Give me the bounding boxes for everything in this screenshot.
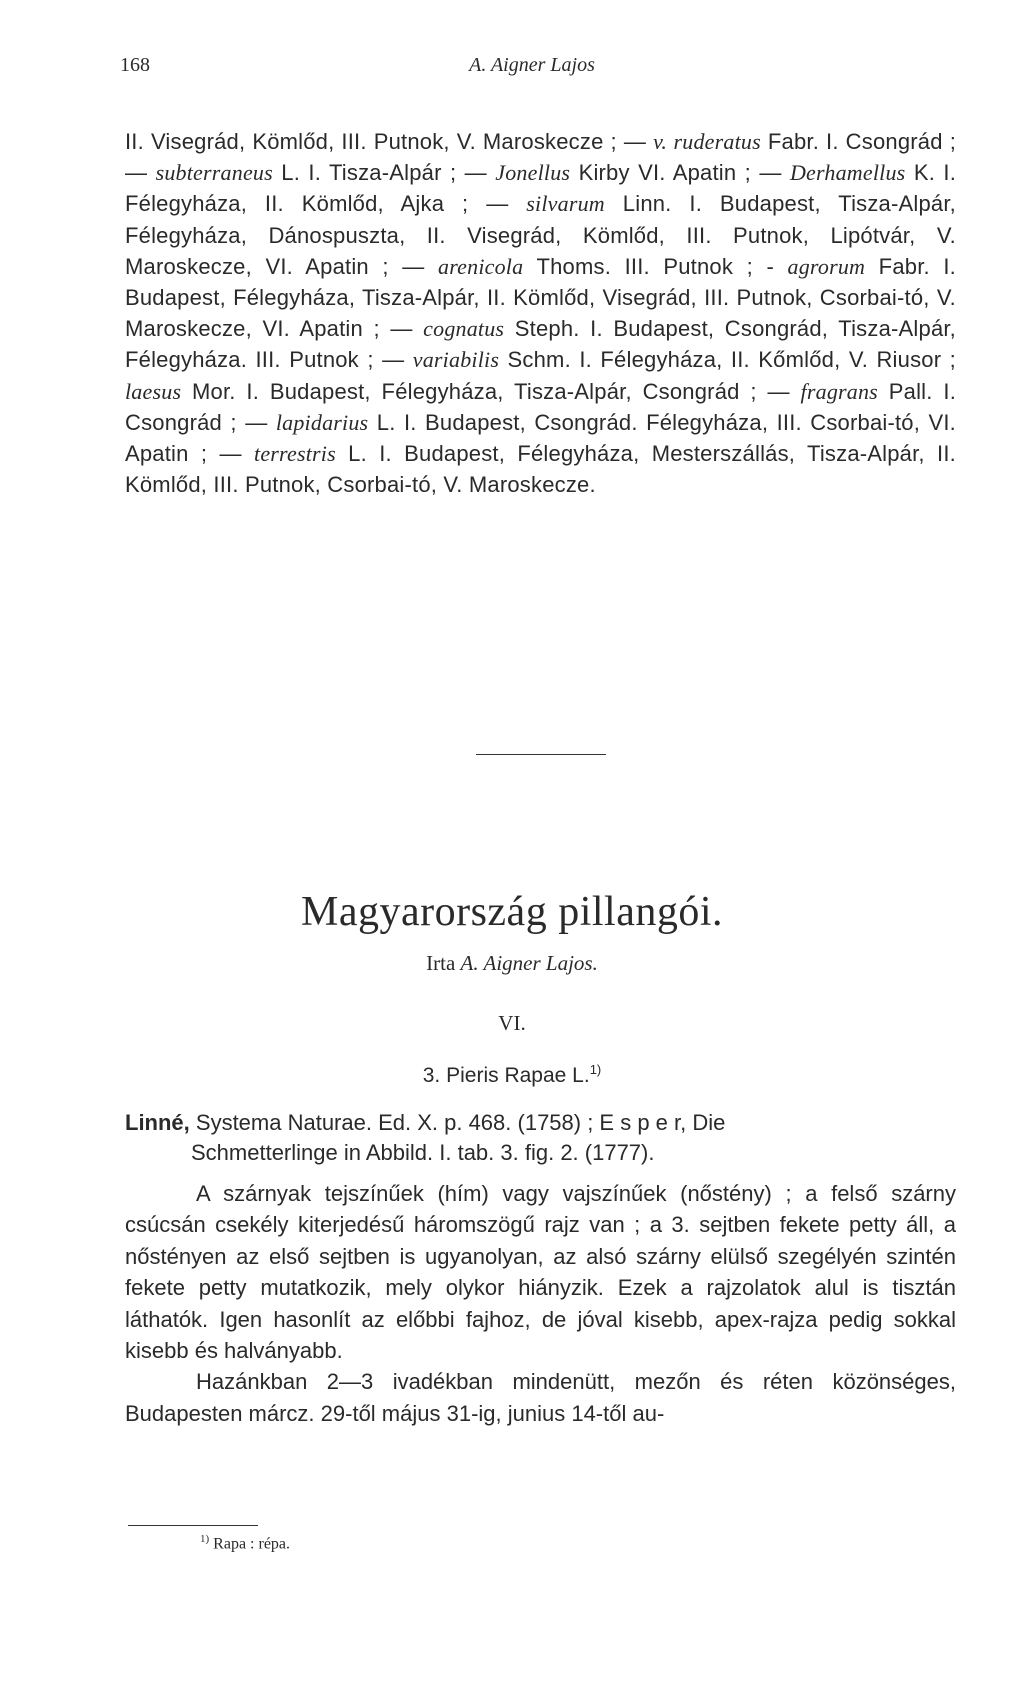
species-name: Jonellus [495, 160, 571, 186]
footnote-mark: 1) [200, 1533, 210, 1545]
locality-text: Kirby VI. Apatin ; — [570, 160, 790, 186]
species-name: terrestris [254, 441, 336, 467]
page-header [120, 54, 944, 84]
section-number: VI. [498, 1011, 526, 1035]
bibliographic-reference [125, 1108, 956, 1168]
species-name: variabilis [412, 347, 500, 373]
footnote-reference: 1) [589, 1062, 602, 1077]
species-list-paragraph [125, 126, 956, 500]
running-head: A. Aigner Lajos [469, 54, 595, 76]
locality-text: Fabr. I. Budapest, Félegyháza, Tisza-Alpár, II. Kömlőd, Visegrád, III. Putnok, Csorbai-tó, V. Maroskecze, VI. Apatin ; — [125, 253, 956, 342]
locality-text: II. Visegrád, Kömlőd, III. Putnok, V. Maroskecze ; — [125, 129, 654, 154]
byline-author: A. Aigner Lajos. [460, 951, 598, 975]
footnote [200, 1533, 290, 1553]
article-title: Magyarország pillangói. [300, 889, 724, 935]
species-name: v. ruderatus [653, 129, 761, 154]
reference-line-1: Systema Naturae. Ed. X. p. 468. (1758) ; E s p e r, Die [189, 1110, 726, 1135]
locality-text: L. I. Budapest, Félegyháza, Mesterszállás, Tisza-Alpár, II. Kömlőd, III. Putnok, Csorbai-tó, V. Maroskecze. [125, 441, 956, 498]
species-name: agrorum [787, 253, 866, 279]
footnote-text: Rapa : répa. [209, 1535, 291, 1553]
locality-text: Linn. I. Budapest, Tisza-Alpár, Félegyháza, Dánospuszta, II. Visegrád, Kömlőd, III. Putnok, Lipótvár, V. Maroskecze, VI. Apatin ; — [125, 191, 956, 279]
locality-text: K. I. Félegyháza, II. Kömlőd, Ajka ; — [125, 160, 957, 217]
locality-text: Schm. I. Félegyháza, II. Kőmlőd, V. Riusor ; [499, 347, 956, 373]
species-name: subterraneus [155, 160, 273, 186]
species-name: Derhamellus [789, 160, 906, 186]
species-heading [0, 1062, 1024, 1088]
species-name: silvarum [526, 191, 605, 217]
species-name: laesus [125, 378, 182, 404]
paragraph-description: A szárnyak tejszínűek (hím) vagy vajszínűek (nőstény) ; a felső szárny csúcsán csekély kiterjedésű háromszögű rajz van ; a 3. sejtben fekete petty áll, a nőstényen az első sejtben is ugyanolyan, az alsó szárny elülső szegélyén szintén fekete petty mutatkozik, mely olykor hiányzik. Ezek a rajzolatok alul is tisztán láthatók. Igen hasonlít az előbbi fajhoz, de jóval kisebb, apex-rajza pedig sokkal kisebb és halványabb. [125, 1181, 956, 1364]
locality-text: Steph. I. Budapest, Csongrád, Tisza-Alpár, Félegyháza. III. Putnok ; — [125, 316, 956, 373]
locality-text: Thoms. III. Putnok ; - [523, 253, 788, 279]
body-text [125, 1178, 956, 1429]
byline-prefix: Irta [426, 951, 461, 975]
locality-text: Mor. I. Budapest, Félegyháza, Tisza-Alpár, Csongrád ; — [181, 378, 801, 404]
locality-text: L. I. Budapest, Csongrád. Félegyháza, III. Csorbai-tó, VI. Apatin ; — [125, 409, 956, 467]
paragraph-distribution: Hazánkban 2—3 ivadékban mindenütt, mezőn és réten közönséges, Budapesten márcz. 29-től május 31-ig, junius 14-től au- [125, 1369, 956, 1426]
species-name: lapidarius [275, 409, 369, 435]
species-name: cognatus [423, 316, 505, 342]
reference-author: Linné, [125, 1110, 190, 1135]
reference-line-2: Schmetterlinge in Abbild. I. tab. 3. fig. 2. (1777). [191, 1140, 655, 1165]
section-separator [476, 754, 606, 755]
footnote-rule [128, 1525, 258, 1526]
species-heading-text: 3. Pieris Rapae L. [422, 1064, 590, 1087]
species-name: arenicola [438, 253, 524, 279]
locality-text: L. I. Tisza-Alpár ; — [272, 160, 496, 186]
locality-text: Pall. I. Csongrád ; — [125, 378, 957, 435]
locality-text: Fabr. I. Csongrád ; — [125, 129, 957, 186]
species-name: fragrans [800, 378, 878, 404]
byline [0, 951, 1024, 976]
page-number: 168 [120, 54, 150, 76]
